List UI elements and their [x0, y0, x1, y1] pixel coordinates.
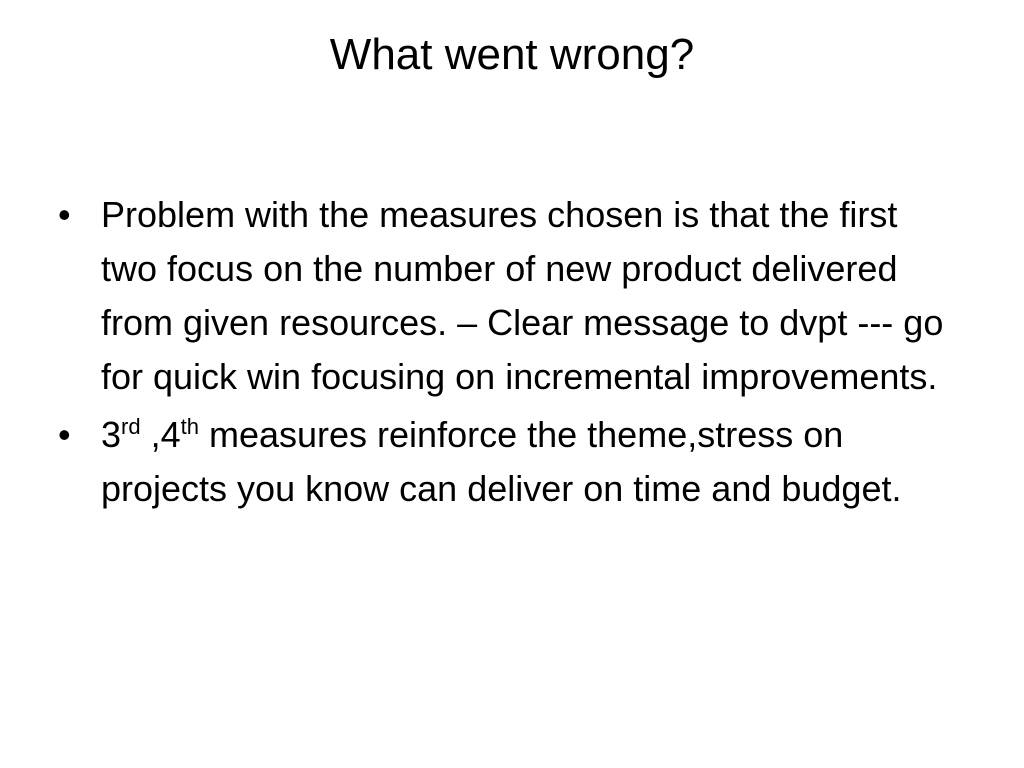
bullet-text-1: Problem with the measures chosen is that the first two focus on the number of new product delivered from given resources. – Clear message to dvpt --- go for quick win focusing on incremental improvements. [101, 194, 944, 397]
bullet-item-1 [58, 188, 958, 404]
bullet-text-2 [101, 414, 901, 509]
ordinal-fourth-suffix: th [180, 414, 199, 439]
bullet-dot-icon: • [58, 414, 71, 455]
ordinal-fourth-number: ,4 [140, 414, 181, 455]
ordinal-third-number: 3 [101, 414, 122, 455]
bullet-item-2 [58, 408, 958, 516]
ordinal-third-suffix: rd [121, 414, 141, 439]
bullet-list [58, 188, 958, 520]
slide-title: What went wrong? [329, 30, 695, 79]
bullet-dot-icon: • [58, 194, 71, 235]
bullet-text-2-rest: measures reinforce the theme,stress on projects you know can deliver on time and budget. [101, 414, 902, 509]
